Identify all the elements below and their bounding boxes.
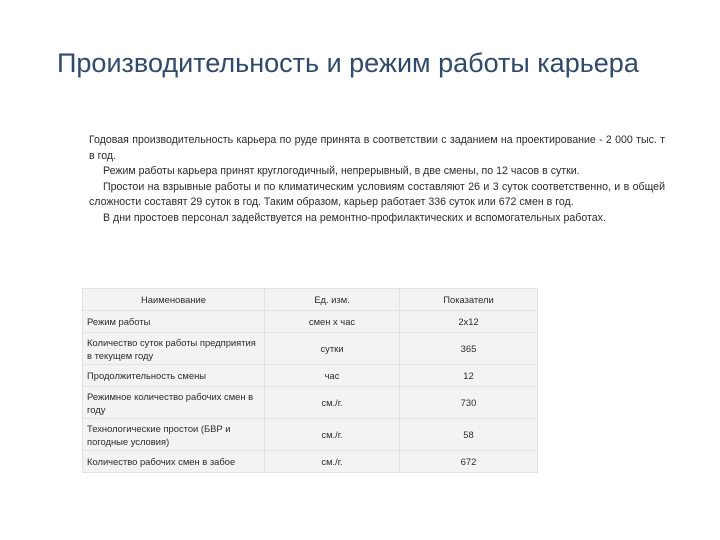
cell-value: 58 bbox=[400, 419, 538, 451]
slide-title: Производительность и режим работы карьера bbox=[57, 48, 639, 78]
header-unit: Ед. изм. bbox=[265, 289, 400, 311]
cell-value: 2х12 bbox=[400, 311, 538, 333]
body-text bbox=[89, 133, 665, 227]
paragraph-work-mode: Режим работы карьера принят круглогодичный, непрерывный, в две смены, по 12 часов в сутки. bbox=[103, 165, 580, 178]
cell-value: 672 bbox=[400, 451, 538, 473]
cell-name: Количество суток работы предприятия в текущем году bbox=[83, 333, 265, 365]
cell-name: Режимное количество рабочих смен в году bbox=[83, 387, 265, 419]
cell-name: Количество рабочих смен в забое bbox=[83, 451, 265, 473]
cell-name: Технологические простои (БВР и погодные условия) bbox=[83, 419, 265, 451]
paragraph-downtime: Простои на взрывные работы и по климатическим условиям составляют 26 и 3 суток соответственно, и в общей сложности составят 29 суток в год. Таким образом, карьер работает 336 суток или 672 смен в год. bbox=[89, 180, 665, 209]
cell-unit: см./г. bbox=[265, 451, 400, 473]
paragraph-productivity: Годовая производительность карьера по руде принята в соответствии с заданием на проектирование - 2 000 тыс. т в год. bbox=[89, 134, 665, 162]
indicators-table bbox=[82, 288, 538, 473]
table-row bbox=[83, 333, 538, 365]
table-row bbox=[83, 365, 538, 387]
cell-unit: см./г. bbox=[265, 419, 400, 451]
paragraph-staff: В дни простоев персонал задействуется на ремонтно-профилактических и вспомогательных работах. bbox=[103, 211, 606, 224]
header-name: Наименование bbox=[83, 289, 265, 311]
cell-value: 730 bbox=[400, 387, 538, 419]
table-row bbox=[83, 419, 538, 451]
cell-value: 12 bbox=[400, 365, 538, 387]
cell-unit: сутки bbox=[265, 333, 400, 365]
table-row bbox=[83, 451, 538, 473]
cell-unit: час bbox=[265, 365, 400, 387]
table-header-row bbox=[83, 289, 538, 311]
cell-name: Продолжительность смены bbox=[83, 365, 265, 387]
cell-name: Режим работы bbox=[83, 311, 265, 333]
header-value: Показатели bbox=[400, 289, 538, 311]
cell-value: 365 bbox=[400, 333, 538, 365]
table-row bbox=[83, 387, 538, 419]
cell-unit: см./г. bbox=[265, 387, 400, 419]
cell-unit: смен х час bbox=[265, 311, 400, 333]
table-row bbox=[83, 311, 538, 333]
